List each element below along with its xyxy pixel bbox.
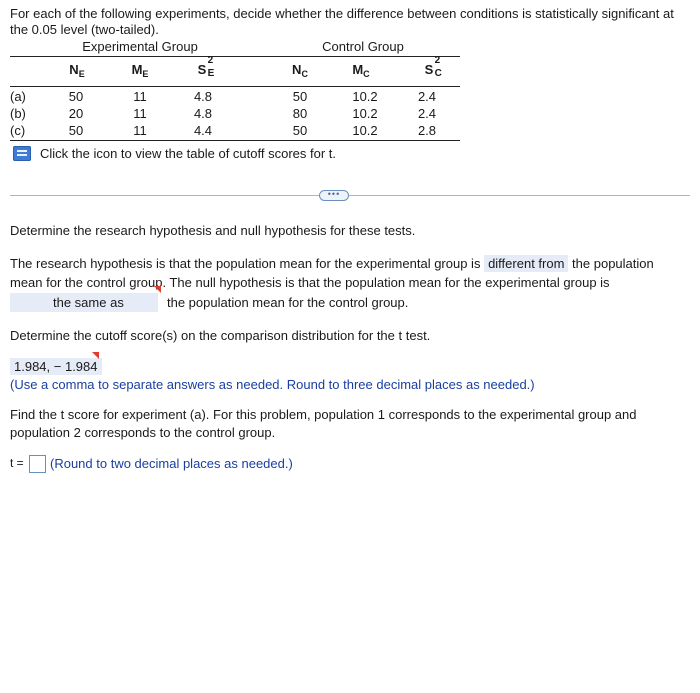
cutoff-note: (Use a comma to separate answers as needed. Round to three decimal places as needed.) — [10, 377, 535, 392]
row-a-ne: 50 — [68, 89, 84, 104]
research-hypothesis-dropdown[interactable]: different from — [484, 255, 568, 272]
table-header-rule — [10, 86, 460, 87]
row-b-se: 4.8 — [193, 106, 213, 121]
experimental-group-label: Experimental Group — [82, 39, 198, 54]
hypothesis-prompt: Determine the research hypothesis and null hypothesis for these tests. — [10, 223, 416, 238]
expand-more-button[interactable]: ••• — [319, 190, 349, 201]
row-c-me: 11 — [133, 123, 147, 138]
row-c-nc: 50 — [292, 123, 308, 138]
t-score-prompt-line-2: population 2 corresponds to the control group. — [10, 425, 276, 440]
row-b-sc: 2.4 — [417, 106, 437, 121]
t-label: t = — [10, 456, 24, 470]
control-group-label: Control Group — [322, 39, 404, 54]
t-score-prompt-line-1: Find the t score for experiment (a). For this problem, population 1 corresponds to the experimental group and — [10, 407, 637, 422]
row-c-sc: 2.8 — [417, 123, 437, 138]
row-b-me: 11 — [133, 106, 147, 121]
header-mc: $M_C$ — [352, 62, 370, 79]
row-a-me: 11 — [133, 89, 147, 104]
research-hypothesis-line-2: mean for the control group. The null hypothesis is that the population mean for the experimental group is — [10, 275, 610, 290]
header-nc: $N_C$ — [292, 62, 308, 79]
row-a-sc: 2.4 — [417, 89, 437, 104]
problem-intro: For each of the following experiments, decide whether the difference between conditions is statistically significant at the 0.05 level (two-tailed). — [10, 6, 674, 37]
row-b-label: (b) — [10, 106, 26, 121]
section-divider — [10, 195, 690, 196]
cutoff-flag-icon — [92, 352, 99, 359]
row-a-se: 4.8 — [193, 89, 213, 104]
header-se-squared: S 2 E — [197, 55, 215, 79]
cutoff-answer-input[interactable]: 1.984, − 1.984 — [10, 358, 102, 375]
row-c-ne: 50 — [68, 123, 84, 138]
book-icon[interactable] — [13, 146, 31, 161]
table-top-rule — [10, 56, 460, 57]
table-bottom-rule — [10, 140, 460, 141]
row-a-mc: 10.2 — [352, 89, 378, 104]
row-c-se: 4.4 — [193, 123, 213, 138]
t-score-note: (Round to two decimal places as needed.) — [50, 456, 293, 471]
null-hypothesis-post: the population mean for the control group. — [167, 295, 409, 310]
row-b-nc: 80 — [292, 106, 308, 121]
row-c-label: (c) — [10, 123, 26, 138]
header-ne: $N_E$ — [69, 62, 85, 79]
header-me: $M_E$ — [131, 62, 149, 79]
row-a-nc: 50 — [292, 89, 308, 104]
answer-flag-icon — [154, 286, 161, 293]
row-a-label: (a) — [10, 89, 26, 104]
cutoff-prompt: Determine the cutoff score(s) on the comparison distribution for the t test. — [10, 328, 431, 343]
row-b-ne: 20 — [68, 106, 84, 121]
header-sc-squared: S 2 C — [424, 55, 442, 79]
t-score-input[interactable] — [29, 455, 46, 473]
row-c-mc: 10.2 — [352, 123, 378, 138]
research-hypothesis-line: The research hypothesis is that the population mean for the experimental group is different from the population — [10, 256, 654, 271]
row-b-mc: 10.2 — [352, 106, 378, 121]
cutoff-table-link-text: Click the icon to view the table of cutoff scores for t. — [40, 146, 337, 161]
null-hypothesis-answer: the same as — [53, 295, 124, 310]
